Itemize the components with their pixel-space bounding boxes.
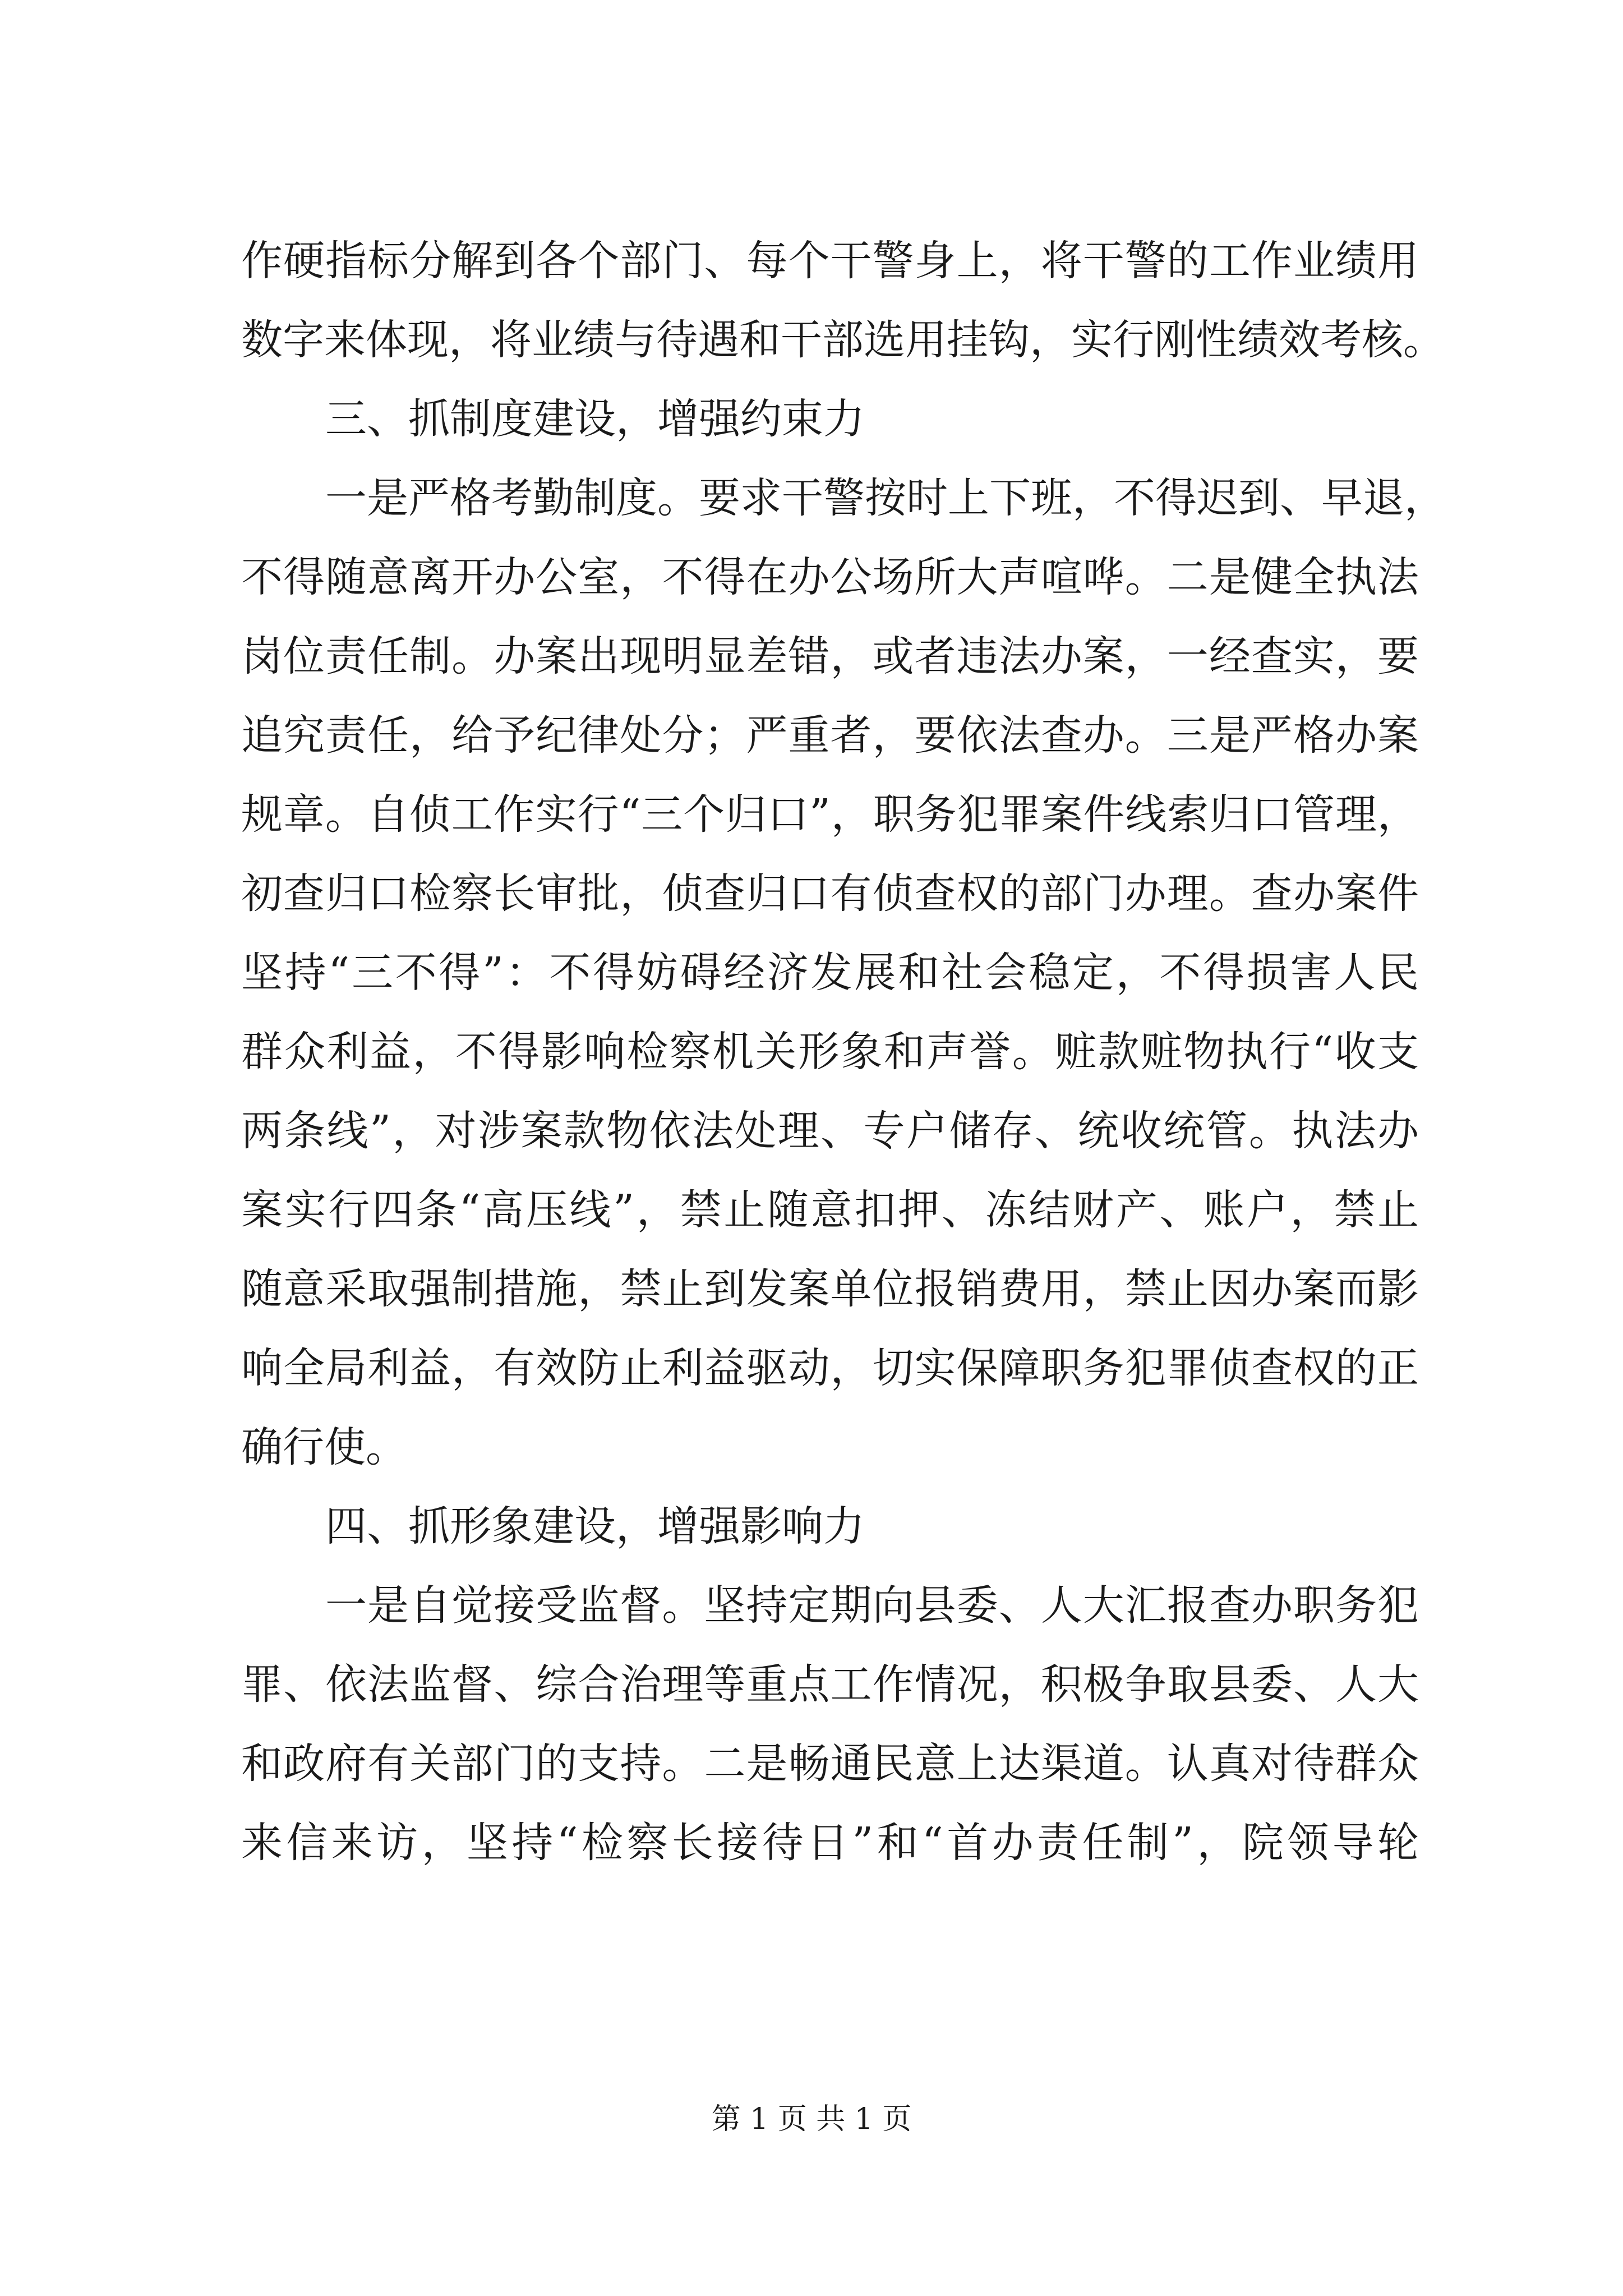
text-line: 响全局利益，有效防止利益驱动，切实保障职务犯罪侦查权的正 <box>241 1344 1419 1392</box>
text-line: 随意采取强制措施，禁止到发案单位报销费用，禁止因办案而影 <box>241 1265 1419 1313</box>
text-line: 来信来访，坚持“检察长接待日”和“首办责任制”，院领导轮 <box>241 1819 1419 1867</box>
text-line: 坚持“三不得”：不得妨碍经济发展和社会稳定，不得损害人民 <box>241 949 1419 997</box>
text-line: 初查归口检察长审批，侦查归口有侦查权的部门办理。查办案件 <box>241 869 1419 918</box>
text-line: 作硬指标分解到各个部门、每个干警身上，将干警的工作业绩用 <box>241 237 1419 285</box>
text-line: 数字来体现，将业绩与待遇和干部选用挂钩，实行刚性绩效考核。 <box>241 316 1445 364</box>
section-heading: 四、抓形象建设，增强影响力 <box>325 1502 865 1550</box>
text-line: 两条线”，对涉案款物依法处理、专户储存、统收统管。执法办 <box>241 1107 1419 1155</box>
text-line: 规章。自侦工作实行“三个归口”，职务犯罪案件线索归口管理， <box>241 790 1419 839</box>
text-line: 不得随意离开办公室，不得在办公场所大声喧哗。二是健全执法 <box>241 553 1419 601</box>
text-line: 和政府有关部门的支持。二是畅通民意上达渠道。认真对待群众 <box>241 1740 1419 1788</box>
page-number-footer: 第 1 页 共 1 页 <box>711 2102 912 2136</box>
text-line: 追究责任，给予纪律处分；严重者，要依法查办。三是严格办案 <box>241 711 1419 760</box>
text-line: 案实行四条“高压线”，禁止随意扣押、冻结财产、账户，禁止 <box>241 1186 1419 1234</box>
text-line: 群众利益，不得影响检察机关形象和声誉。赃款赃物执行“收支 <box>241 1028 1419 1076</box>
text-line: 确行使。 <box>241 1423 407 1471</box>
text-line: 岗位责任制。办案出现明显差错，或者违法办案，一经查实，要 <box>241 632 1419 680</box>
text-line: 一是严格考勤制度。要求干警按时上下班，不得迟到、早退， <box>325 474 1446 522</box>
text-line: 罪、依法监督、综合治理等重点工作情况，积极争取县委、人大 <box>241 1660 1419 1709</box>
text-line: 一是自觉接受监督。坚持定期向县委、人大汇报查办职务犯 <box>325 1581 1419 1630</box>
document-body <box>241 222 1446 1883</box>
section-heading: 三、抓制度建设，增强约束力 <box>325 395 865 443</box>
